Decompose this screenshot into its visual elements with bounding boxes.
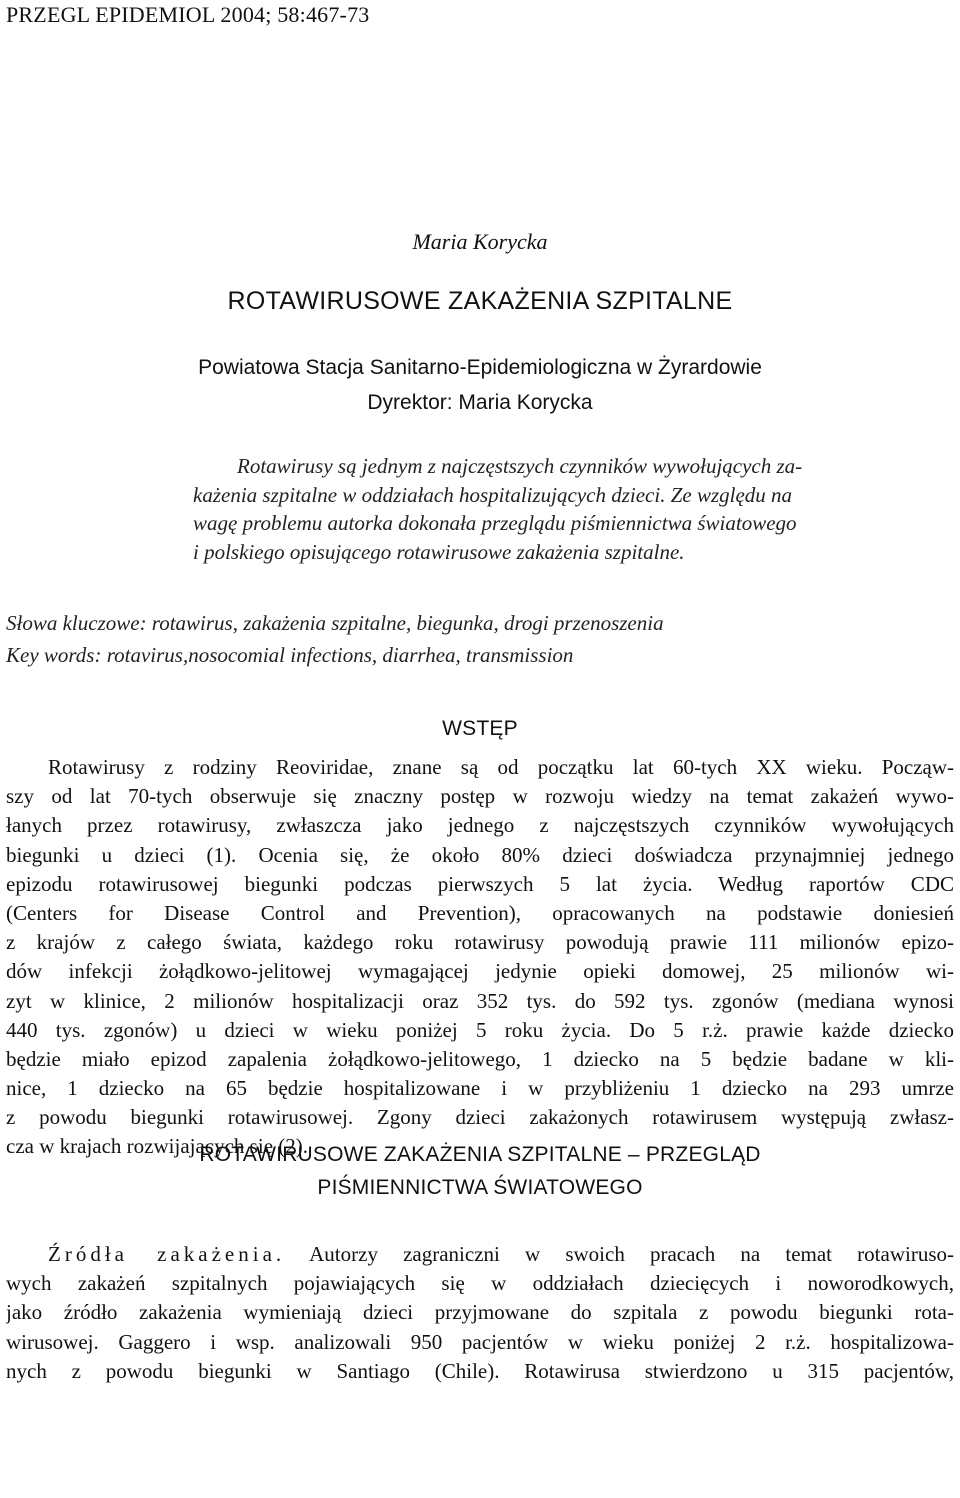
paragraph-line: 440 tys. zgonów) u dzieci w wieku poniżej 5 roku życia. Do 5 r.ż. prawie każde dziecko xyxy=(6,1017,954,1042)
author-name: Maria Korycka xyxy=(412,229,548,254)
paragraph-line xyxy=(6,1240,954,1269)
paragraph-line: Rotawirusy z rodziny Reoviridae, znane są od początku lat 60-tych XX wieku. Począw- xyxy=(48,755,954,779)
paragraph-line: (Centers for Disease Control and Prevention), opracowanych na podstawie doniesień xyxy=(6,900,954,925)
abstract xyxy=(193,452,960,567)
paragraph-line: szy od lat 70-tych obserwuje się znaczny postęp w rozwoju wiedzy na temat zakażeń wywo- xyxy=(6,784,954,809)
keywords-english: Key words: rotavirus,nosocomial infections, diarrhea, transmission xyxy=(6,643,574,667)
sources-paragraph xyxy=(6,1240,954,1386)
paragraph-line: łanych przez rotawirusy, zwłaszcza jako jednego z najczęstszych czynników wywołujących xyxy=(6,813,954,838)
paragraph-line: nych z powodu biegunki w Santiago (Chile). Rotawirusa stwierdzono u 315 pacjentów, xyxy=(6,1358,954,1383)
paragraph-line: będzie miało epizod zapalenia żołądkowo-jelitowego, 1 dziecko na 5 będzie badane w kli- xyxy=(6,1046,954,1071)
paragraph-line: z krajów z całego świata, każdego roku rotawirusy powodują prawie 111 milionów epizo- xyxy=(6,930,954,955)
director-line: Dyrektor: Maria Korycka xyxy=(367,391,593,414)
paragraph-line: z powodu biegunki rotawirusowej. Zgony dzieci zakażonych rotawirusem występują zwłasz- xyxy=(6,1105,954,1130)
article-title: ROTAWIRUSOWE ZAKAŻENIA SZPITALNE xyxy=(227,287,733,315)
section-heading-intro: WSTĘP xyxy=(442,717,518,740)
paragraph-line: cza w krajach rozwijających się (2). xyxy=(6,1134,308,1159)
affiliation: Powiatowa Stacja Sanitarno-Epidemiologiczna w Żyrardowie xyxy=(198,356,762,379)
paragraph-line: epizodu rotawirusowej biegunki podczas pierwszych 5 lat życia. Według raportów CDC xyxy=(6,871,954,896)
sources-label: Źródła zakażenia. xyxy=(48,1242,286,1266)
abstract-line: Rotawirusy są jednym z najczęstszych czynników wywołujących za- xyxy=(237,454,803,478)
paragraph-line: zyt w klinice, 2 milionów hospitalizacji oraz 352 tys. do 592 tys. zgonów (mediana wynosi xyxy=(6,988,954,1013)
section-heading-review: ROTAWIRUSOWE ZAKAŻENIA SZPITALNE – PRZEGLĄD xyxy=(199,1143,761,1166)
abstract-line: i polskiego opisującego rotawirusowe zakażenia szpitalne. xyxy=(193,540,685,565)
paragraph-line: dów infekcji żołądkowo-jelitowej wymagającej jedynie opieki domowej, 25 milionów wi- xyxy=(6,959,954,984)
paragraph-line: nice, 1 dziecko na 65 będzie hospitalizowane i w przybliżeniu 1 dziecko na 293 umrze xyxy=(6,1076,954,1101)
intro-paragraph xyxy=(6,753,954,1162)
sources-first-line-text: Autorzy zagraniczni w swoich pracach na temat rotawiruso- xyxy=(285,1242,954,1266)
paragraph-line: wych zakażeń szpitalnych pojawiających się w oddziałach dziecięcych i noworodkowych, xyxy=(6,1271,954,1296)
paragraph-line: biegunki u dzieci (1). Ocenia się, że około 80% dzieci doświadcza przynajmniej jednego xyxy=(6,842,954,867)
abstract-line: każenia szpitalne w oddziałach hospitalizujących dzieci. Ze względu na xyxy=(193,482,793,507)
abstract-line: wagę problemu autorka dokonała przeglądu piśmiennictwa światowego xyxy=(193,511,797,536)
keywords-polish: Słowa kluczowe: rotawirus, zakażenia szpitalne, biegunka, drogi przenoszenia xyxy=(6,611,664,635)
section-heading-review-line2: PIŚMIENNICTWA ŚWIATOWEGO xyxy=(317,1176,643,1199)
journal-citation: PRZEGL EPIDEMIOL 2004; 58:467-73 xyxy=(6,2,370,27)
paragraph-line: wirusowej. Gaggero i wsp. analizowali 950 pacjentów w wieku poniżej 2 r.ż. hospitalizowa- xyxy=(6,1329,954,1354)
paragraph-line: jako źródło zakażenia wymieniają dzieci przyjmowane do szpitala z powodu biegunki rota- xyxy=(6,1300,954,1325)
